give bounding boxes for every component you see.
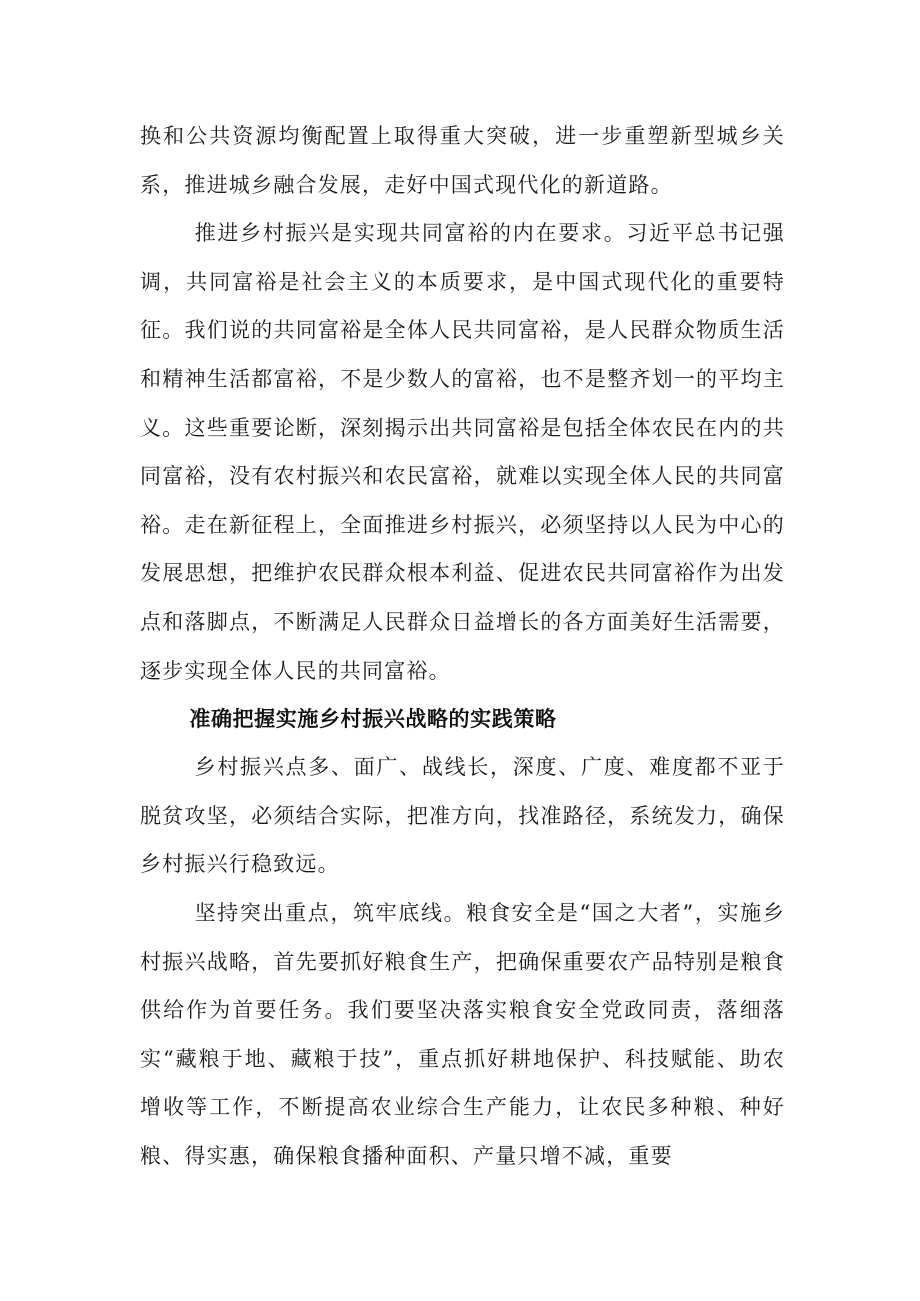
paragraph-strategy-intro: 乡村振兴点多、面广、战线长，深度、广度、难度都不亚于脱贫攻坚，必须结合实际，把准方向，找准路径，系统发力，确保乡村振兴行稳致远。 xyxy=(140,755,785,877)
section-heading: 准确把握实施乡村振兴战略的实践策略 xyxy=(189,707,557,732)
document-body xyxy=(140,112,785,1180)
paragraph-common-prosperity: 推进乡村振兴是实现共同富裕的内在要求。习近平总书记强调，共同富裕是社会主义的本质要求，是中国式现代化的重要特征。我们说的共同富裕是全体人民共同富裕，是人民群众物质生活和精神生活都富裕，不是少数人的富裕，也不是整齐划一的平均主义。这些重要论断，深刻揭示出共同富裕是包括全体农民在内的共同富裕，没有农村振兴和农民富裕，就难以实现全体人民的共同富裕。走在新征程上，全面推进乡村振兴，必须坚持以人民为中心的发展思想，把维护农民群众根本利益、促进农民共同富裕作为出发点和落脚点，不断满足人民群众日益增长的各方面美好生活需要，逐步实现全体人民的共同富裕。 xyxy=(140,221,785,683)
paragraph-food-security: 坚持突出重点，筑牢底线。粮食安全是“国之大者”，实施乡村振兴战略，首先要抓好粮食生产，把确保重要农产品特别是粮食供给作为首要任务。我们要坚决落实粮食安全党政同责，落细落实“藏粮于地、藏粮于技”，重点抓好耕地保护、科技赋能、助农增收等工作，不断提高农业综合生产能力，让农民多种粮、种好粮、得实惠，确保粮食播种面积、产量只增不减，重要 xyxy=(140,900,785,1168)
paragraph-continuation: 换和公共资源均衡配置上取得重大突破，进一步重塑新型城乡关系，推进城乡融合发展，走好中国式现代化的新道路。 xyxy=(140,124,785,197)
